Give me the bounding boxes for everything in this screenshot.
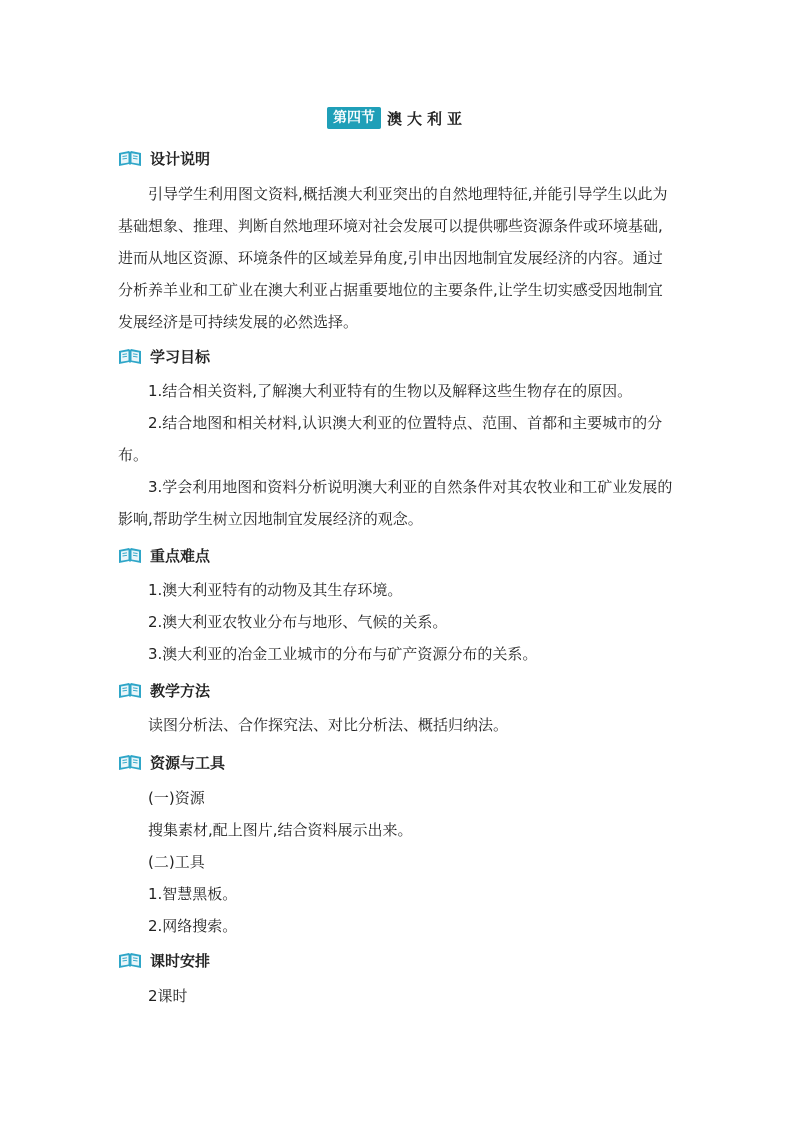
section-title: 重点难点 [150,547,211,565]
keypoint-item: 1.澳大利亚特有的动物及其生存环境。 [148,581,403,599]
tool-item: 2.网络搜索。 [148,917,238,935]
goal-item: 2.结合地图和相关材料,认识澳大利亚的位置特点、范围、首都和主要城市的分布。 [118,414,663,464]
section-resources-heading [118,752,225,773]
section-title: 教学方法 [150,682,211,700]
section-schedule-heading [118,950,210,971]
book-icon [118,150,142,168]
section-design-heading [118,148,210,169]
section-title: 资源与工具 [150,754,226,772]
schedule-body: 2课时 [148,987,188,1005]
section-badge: 第四节 [327,107,381,129]
goal-item: 3.学会利用地图和资料分析说明澳大利亚的自然条件对其农牧业和工矿业发展的影响,帮助学生树立因地制宜发展经济的观念。 [118,478,673,528]
goal-item: 1.结合相关资料,了解澳大利亚特有的生物以及解释这些生物存在的原因。 [148,382,633,400]
section-keypoints-heading [118,545,210,566]
section-title: 课时安排 [150,952,211,970]
title-text: 澳大利亚 [386,109,467,128]
resources-body: 搜集素材,配上图片,结合资料展示出来。 [148,821,413,839]
book-icon [118,682,142,700]
book-icon [118,348,142,366]
keypoint-item: 3.澳大利亚的冶金工业城市的分布与矿产资源分布的关系。 [148,645,538,663]
tool-item: 1.智慧黑板。 [148,885,238,903]
book-icon [118,547,142,565]
methods-body: 读图分析法、合作探究法、对比分析法、概括归纳法。 [148,716,509,734]
tools-subheading: (二)工具 [148,853,205,871]
section-methods-heading [118,680,210,701]
resources-subheading: (一)资源 [148,789,205,807]
book-icon [118,754,142,772]
section-title: 设计说明 [150,150,211,168]
section-goals-heading [118,346,210,367]
page-title [0,107,794,129]
design-body: 引导学生利用图文资料,概括澳大利亚突出的自然地理特征,并能引导学生以此为基础想象、推理、判断自然地理环境对社会发展可以提供哪些资源条件或环境基础,进而从地区资源、环境条件的区域差异角度,引申出因地制宜发展经济的内容。通过分析养羊业和工矿业在澳大利亚占据重要地位的主要条件,让学生切实感受因地制宜发展经济是可持续发展的必然选择。 [118,185,668,331]
book-icon [118,952,142,970]
section-title: 学习目标 [150,348,211,366]
keypoint-item: 2.澳大利亚农牧业分布与地形、气候的关系。 [148,613,448,631]
